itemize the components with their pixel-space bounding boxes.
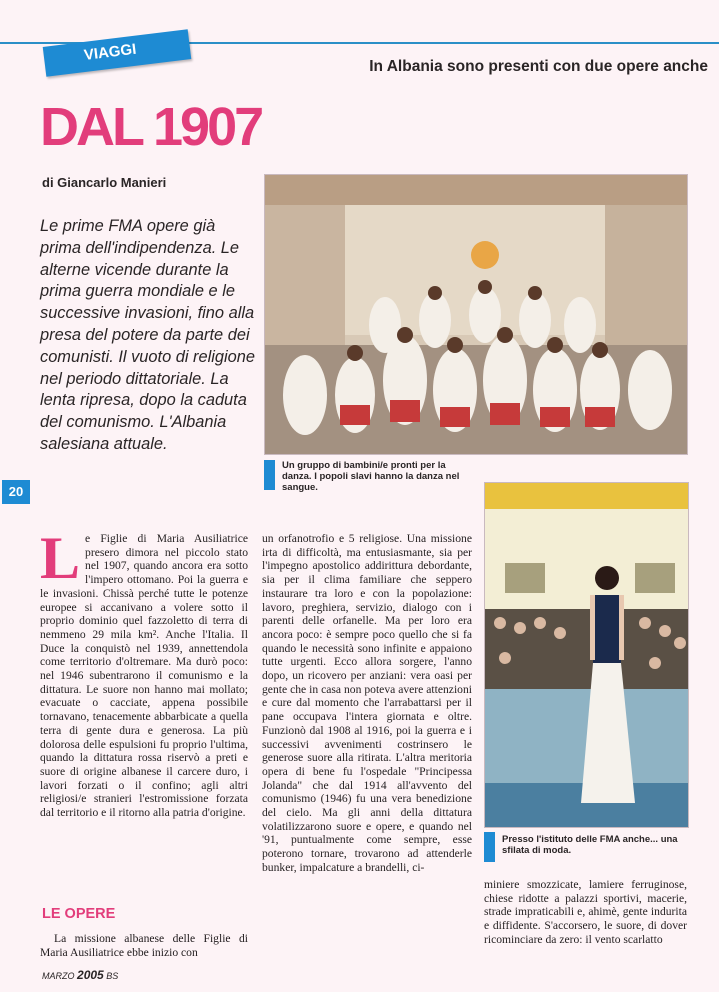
lead-paragraph: Le prime FMA opere già prima dell'indipendenza. Le alterne vicende durante la prima guerra mondiale e le successive invasioni, fino alla presa del potere da parte dei comunisti. Il vuoto di religione nel periodo dittatoriale. La lenta ripresa, dopo la caduta del comunismo. L'Albania salesiana attuale. — [40, 217, 256, 453]
footer-mag: BS — [106, 971, 119, 981]
footer-year: 2005 — [77, 968, 104, 982]
caption-marker — [264, 460, 275, 490]
body-column-3: miniere smozzicate, lamiere ferruginose, chiese ridotte a palazzi sportivi, macerie, strade impraticabili e, ahimè, gente indurita e diffidente. S'accorsero, le suore, di dover ricominciare da zero: il vento scarlatto — [484, 878, 687, 946]
caption-marker — [484, 832, 495, 862]
drop-cap: L — [40, 525, 81, 591]
body-column-1-continued: La missione albanese delle Figlie di Maria Ausiliatrice ebbe inizio con — [40, 932, 248, 959]
page-number: 20 — [2, 480, 30, 504]
section-tag — [43, 29, 192, 77]
footer-month: MARZO — [42, 971, 75, 981]
subheading-le-opere: LE OPERE — [42, 906, 116, 922]
body-column-1 — [40, 525, 248, 820]
photo-fashion-show — [484, 482, 689, 828]
kicker: In Albania sono presenti con due opere anche — [369, 58, 708, 75]
section-tag-label: VIAGGI — [83, 40, 138, 64]
body-column-2: un orfanotrofio e 5 religiose. Una missione irta di difficoltà, ma entusiasmante, sia per l'impegno apostolico addirittura debordante, sia per il clima familiare che seppero instaurare tra loro e con la popolazione: lavoro, preghiera, servizio, dialogo con i parenti delle orfanelle. Ma per loro era ancora poco: è sempre poco quello che si fa quando le necessità sono infinite e appaiono tutte urgenti. Ecco allora sorgere, l'anno dopo, un ricovero per anziani: vera oasi per gente che in casa non poteva avere attenzioni e cure dal momento che l'arrabattarsi per il pane occupava l'intera giornata e oltre. Funzionò dal 1908 al 1916, poi la guerra e i successivi avvenimenti costrinsero le generose suore alla ritirata. L'altra meritoria opera di bene fu l'ospedale "Principessa Jolanda" che dal 1914 all'avvento del comunismo (1946) fu una vera benedizione del cielo. Ma gli anni della dittatura volatilizzarono suore e opere, e quando nel '91, puntualmente come sempre, esse poterono tornare, trovarono ad attenderle bunker, impalcature a brandelli, ci- — [262, 532, 472, 874]
footer — [42, 968, 118, 982]
article-title: DAL 1907 — [40, 97, 262, 157]
photo2-caption: Presso l'istituto delle FMA anche... una sfilata di moda. — [502, 834, 678, 856]
photo1-caption: Un gruppo di bambini/e pronti per la danza. I popoli slavi hanno la danza nel sangue. — [282, 460, 460, 493]
body-column-1-text: e Figlie di Maria Ausiliatrice presero dimora nel piccolo stato nel 1907, quando ancora era sotto l'impero ottomano. Poi la guerra e le invasioni. Chissà perché tutte le potenze europee si accanivano a volere sotto il proprio dominio quel fazzoletto di terra di nemmeno 29 mila km². Anche l'Italia. Il Duce la conquistò nel 1939, annettendola come territorio d'oltremare. Ma durò poco: nel 1946 subentrarono il comunismo e la dittatura. Le suore non hanno mai mollato; evacuate o cacciate, appena possibile tornavano, tenacemente abbarbicate a quella terra di gente dura e generosa. La più dolorosa delle espulsioni fu proprio l'ultima, quando la dittatura rossa riservò a preti e suore di origine albanese il carcere duro, i lavori forzati o il confino; agli altri religiosi/e stranieri l'estromissione forzata dal territorio e il ritorno alla patria d'origine. — [40, 532, 248, 820]
byline: di Giancarlo Manieri — [42, 175, 167, 190]
photo-children-dance — [264, 174, 688, 455]
